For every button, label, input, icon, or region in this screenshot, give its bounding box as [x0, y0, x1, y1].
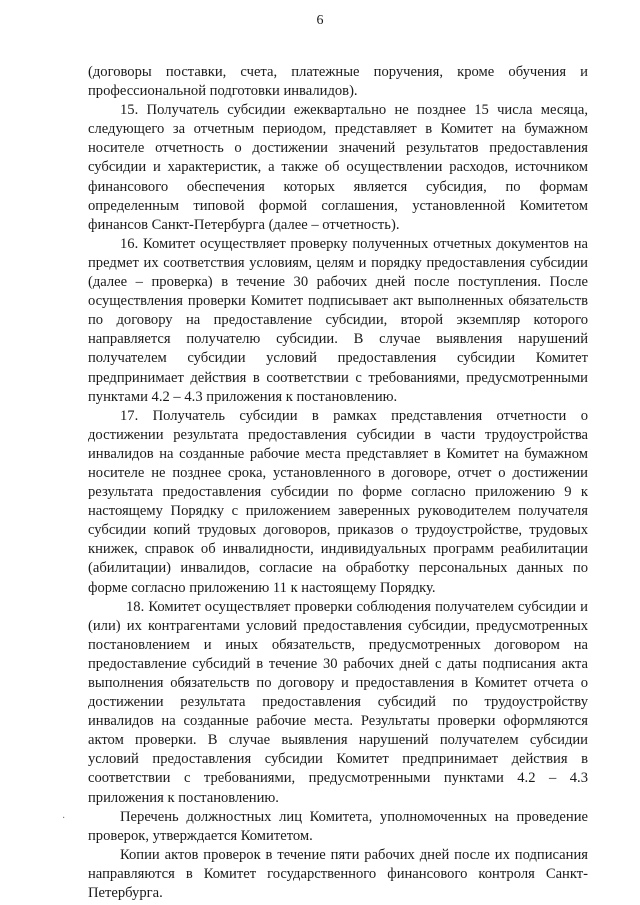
paragraph-18: 18. Комитет осуществляет проверки соблюдения получателем субсидии и (или) их контрагентами условий предоставления субсидии, предусмотренных постановлением и иных обязательств, предусмотренных договором на предоставление субсидий в течение 30 рабочих дней с даты подписания акта выполнения обязательств по договору и предоставления в Комитет отчета о достижении результата предоставления субсидий по трудоустройству инвалидов на созданные рабочие места. Результаты проверки оформляются актом проверки. В случае выявления нарушений получателем субсидии условий предоставления субсидии Комитет предпринимает действия в соответствии с требованиями, предусмотренными пунктами 4.2 – 4.3 приложения к постановлению.: [88, 598, 588, 806]
paragraph-inspectors-list: Перечень должностных лиц Комитета, уполномоченных на проведение проверок, утверждается Комитетом.: [88, 808, 588, 844]
page-number: 6: [316, 13, 324, 28]
paragraph-16: 16. Комитет осуществляет проверку полученных отчетных документов на предмет их соответствия условиям, целям и порядку предоставления субсидии (далее – проверка) в течение 30 рабочих дней после поступления. После осуществления проверки Комитет подписывает акт выполненных обязательств по договору на предоставление субсидии, второй экземпляр которого направляется получателю субсидии. В случае выявления нарушений получателем субсидии условий предоставления субсидии Комитет предпринимает действия в соответствии с требованиями, предусмотренными пунктами 4.2 – 4.3 приложения к постановлению.: [88, 235, 588, 405]
paragraph-act-copies: Копии актов проверок в течение пяти рабочих дней после их подписания направляются в Комитет государственного финансового контроля Санкт-Петербурга.: [88, 846, 588, 902]
paragraph-17: 17. Получатель субсидии в рамках представления отчетности о достижении результата предоставления субсидии в части трудоустройства инвалидов на созданные рабочие места представляет в Комитет на бумажном носителе не позднее срока, установленного в договоре, отчет о достижении результата предоставления субсидии по форме согласно приложению 9 к настоящему Порядку с приложением заверенных руководителем получателя субсидии копий трудовых договоров, приказов о трудоустройстве, трудовых книжек, справок об инвалидности, индивидуальных программ реабилитации (абилитации) инвалидов, согласие на обработку персональных данных по форме согласно приложению 11 к настоящему Порядку.: [88, 407, 588, 596]
scan-speck-mark: ·: [62, 813, 66, 824]
document-body: [88, 63, 588, 903]
paragraph-15: 15. Получатель субсидии ежеквартально не позднее 15 числа месяца, следующего за отчетным периодом, представляет в Комитет на бумажном носителе отчетность о достижении значений результатов предоставления субсидии и характеристик, а также об осуществлении расходов, источником финансового обеспечения которых является субсидия, по формам определенным типовой формой соглашения, установленной Комитетом финансов Санкт-Петербурга (далее – отчетность).: [88, 102, 588, 233]
paragraph-continuation: (договоры поставки, счета, платежные поручения, кроме обучения и профессиональной подготовки инвалидов).: [88, 64, 588, 100]
